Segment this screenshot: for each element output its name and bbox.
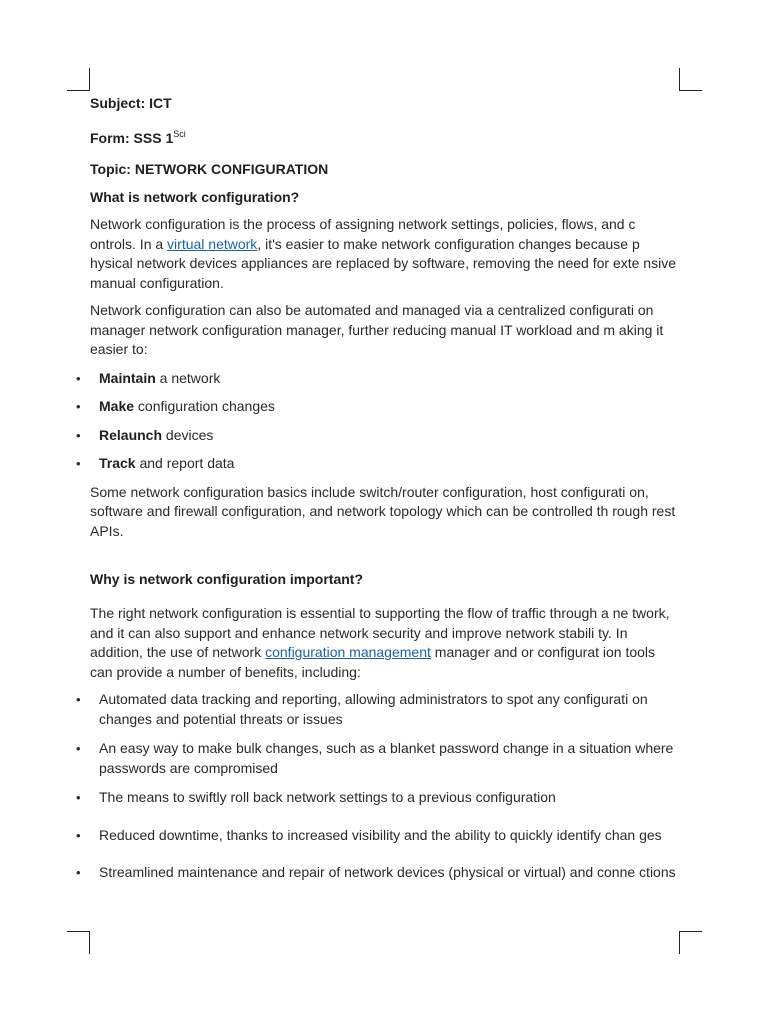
section2-paragraph-1: [90, 604, 680, 682]
document-page: [76, 94, 680, 883]
topic-line: Topic: NETWORK CONFIGURATION: [90, 161, 329, 177]
bullet-text: devices: [162, 426, 214, 443]
bullet-dot: •: [76, 790, 81, 805]
crop-mark-bottom-left-v: [89, 931, 90, 954]
list-item: [76, 863, 680, 883]
list-item: [76, 454, 680, 474]
bullet-bold: Relaunch: [99, 426, 163, 443]
section1-para1-text-b: , it's easier to make network configuration changes because p hysical network devices appliances are replaced by software, removing the need for exte nsive manual configuration.: [90, 235, 676, 291]
section1-heading: What is network configuration?: [90, 189, 300, 205]
list-item: [76, 826, 680, 846]
bullet-dot: •: [76, 399, 81, 414]
crop-mark-top-right-v: [679, 68, 680, 91]
bullet-text: a network: [155, 369, 221, 386]
section1-paragraph-3: Some network configuration basics include switch/router configuration, host configurati on, software and firewall configuration, and network topology which can be controlled th rough rest APIs.: [90, 483, 676, 539]
bullet-dot: •: [76, 427, 81, 443]
section2-para1-text-b: manager and or configurat ion tools can provide a number of benefits, including:: [90, 644, 656, 680]
list-item: [76, 788, 680, 808]
crop-mark-bottom-left-h: [67, 931, 90, 932]
bullet-dot: •: [76, 865, 81, 880]
section2-para1-text-a: The right network configuration is essential to supporting the flow of traffic through a ne twork, and it can also support and enhance network security and improve network stabili ty. In addition, the use of network: [90, 605, 670, 660]
section2-bullet-list: [76, 690, 680, 883]
bullet-text: The means to swiftly roll back network settings to a previous configuration: [99, 789, 556, 805]
section1-para1-text-a: Network configuration is the process of assigning network settings, policies, flows, and c ontrols. In a: [90, 216, 636, 252]
virtual-network-link[interactable]: virtual network: [167, 235, 258, 252]
form-text: Form: SSS 1: [90, 130, 174, 146]
section2-heading: Why is network configuration important?: [90, 571, 363, 587]
section1-bullet-list: [76, 369, 680, 474]
configuration-management-link[interactable]: configuration management: [265, 644, 431, 660]
list-item: [76, 426, 680, 446]
bullet-bold: Track: [99, 455, 136, 471]
bullet-text: configuration changes: [134, 398, 275, 414]
bullet-text: and report data: [135, 455, 235, 471]
bullet-dot: •: [76, 456, 81, 471]
list-item: [76, 690, 680, 729]
bullet-text: Reduced downtime, thanks to increased visibility and the ability to quickly identify chan ges: [99, 826, 662, 843]
form-superscript: Sci: [173, 129, 186, 139]
crop-mark-top-left-h: [67, 90, 90, 91]
bullet-bold: Make: [99, 398, 135, 414]
crop-mark-top-left-v: [89, 68, 90, 91]
bullet-text: Streamlined maintenance and repair of network devices (physical or virtual) and conne ctions: [99, 864, 676, 880]
crop-mark-top-right-h: [679, 90, 702, 91]
crop-mark-bottom-right-v: [679, 931, 680, 954]
bullet-dot: •: [76, 692, 81, 707]
bullet-dot: •: [76, 741, 81, 756]
list-item: [76, 739, 680, 778]
bullet-dot: •: [76, 827, 81, 843]
section1-paragraph-2: Network configuration can also be automated and managed via a centralized configurati on manager network configuration manager, further reducing manual IT workload and m aking it easier to:: [90, 302, 664, 357]
bullet-text: Automated data tracking and reporting, allowing administrators to spot any configurati on changes and potential threats or issues: [99, 691, 648, 727]
form-line: [90, 125, 680, 147]
bullet-text: An easy way to make bulk changes, such as a blanket password change in a situation where passwords are compromised: [99, 740, 674, 776]
bullet-bold: Maintain: [99, 369, 156, 386]
section1-paragraph-1: [90, 215, 680, 293]
crop-mark-bottom-right-h: [679, 931, 702, 932]
subject-line: Subject: ICT: [90, 95, 172, 111]
list-item: [76, 397, 680, 417]
list-item: [76, 369, 680, 389]
bullet-dot: •: [76, 370, 81, 386]
